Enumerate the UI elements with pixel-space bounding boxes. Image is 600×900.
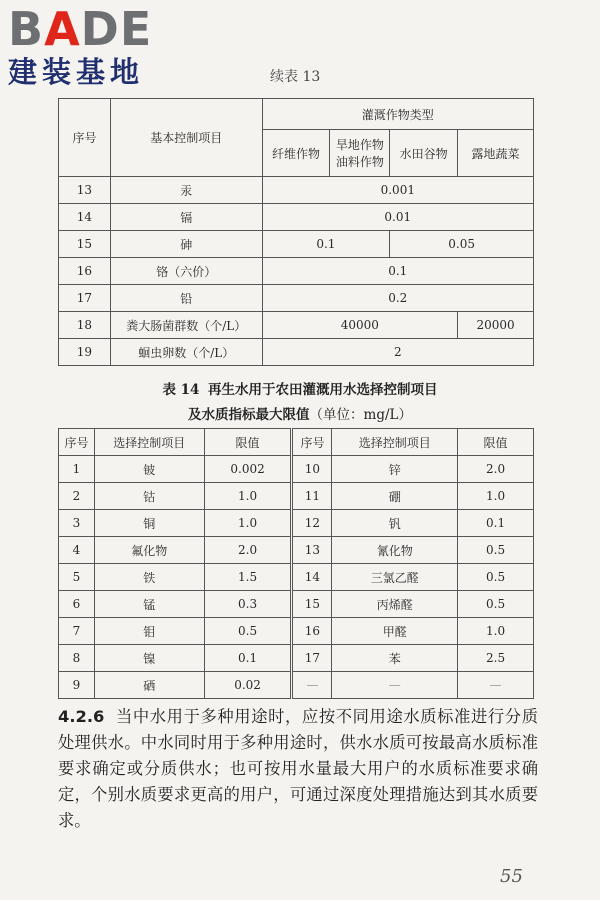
table-14 [58, 428, 534, 699]
cell-item: 苯 [332, 645, 458, 672]
table-row [59, 285, 534, 312]
cell-seq: 14 [59, 204, 111, 231]
cell-item: — [332, 672, 458, 699]
cell-seq: 11 [292, 483, 332, 510]
cell-seq: 17 [59, 285, 111, 312]
table-row [59, 231, 534, 258]
cell-value: 2 [262, 339, 533, 366]
cell-limit: 0.02 [204, 672, 292, 699]
cell-item: 钴 [94, 483, 204, 510]
cell-seq: 12 [292, 510, 332, 537]
header-dryland: 旱地作物 油料作物 [330, 130, 390, 177]
cell-item: 锌 [332, 456, 458, 483]
cell-limit: 2.5 [458, 645, 534, 672]
header-limit: 限值 [458, 429, 534, 456]
cell-item: 三氯乙醛 [332, 564, 458, 591]
cell-limit: 0.5 [458, 537, 534, 564]
cell-limit: 1.0 [458, 618, 534, 645]
table-row [59, 510, 534, 537]
cell-limit: 0.002 [204, 456, 292, 483]
header-item: 选择控制项目 [94, 429, 204, 456]
cell-seq: 1 [59, 456, 95, 483]
cell-item: 钼 [94, 618, 204, 645]
cell-seq: 10 [292, 456, 332, 483]
cell-seq: 3 [59, 510, 95, 537]
cell-seq: 19 [59, 339, 111, 366]
cell-seq: 4 [59, 537, 95, 564]
section-number: 4.2.6 [58, 707, 105, 726]
cell-seq: 7 [59, 618, 95, 645]
cell-seq: 15 [292, 591, 332, 618]
cell-limit: 0.3 [204, 591, 292, 618]
cell-seq: 16 [292, 618, 332, 645]
table-14-title [0, 378, 600, 398]
cell-item: 甲醛 [332, 618, 458, 645]
table-row [59, 339, 534, 366]
cell-limit: 0.5 [458, 591, 534, 618]
page-number: 55 [500, 866, 523, 887]
cell-seq: 8 [59, 645, 95, 672]
section-paragraph [58, 704, 538, 834]
cell-seq: 13 [292, 537, 332, 564]
header-vegetable: 露地蔬菜 [458, 130, 534, 177]
table-row [59, 204, 534, 231]
cell-seq: 9 [59, 672, 95, 699]
table-row [59, 312, 534, 339]
bade-logo [8, 4, 178, 90]
cell-value: 0.01 [262, 204, 533, 231]
logo-letters-de: DE [80, 2, 153, 56]
cell-item: 锰 [94, 591, 204, 618]
header-basic-item: 基本控制项目 [110, 99, 262, 177]
logo-letter-b: B [8, 2, 45, 56]
cell-item: 砷 [110, 231, 262, 258]
table-14-subtitle [0, 403, 600, 423]
cell-value: 0.1 [262, 231, 390, 258]
cell-value: 0.05 [390, 231, 534, 258]
cell-limit: 0.5 [204, 618, 292, 645]
cell-limit: 1.5 [204, 564, 292, 591]
table-row [59, 645, 534, 672]
table-14-unit: （单位：mg/L） [309, 407, 412, 423]
cell-limit: 1.0 [204, 483, 292, 510]
cell-limit: 1.0 [458, 483, 534, 510]
cell-value: 40000 [262, 312, 458, 339]
table-row [59, 177, 534, 204]
cell-item: 氟化物 [94, 537, 204, 564]
cell-item: 铜 [94, 510, 204, 537]
cell-item: 镍 [94, 645, 204, 672]
table-row [59, 672, 534, 699]
cell-item: 氰化物 [332, 537, 458, 564]
table-14-title-line1: 再生水用于农田灌溉用水选择控制项目 [208, 382, 438, 398]
table-14-number: 表 14 [162, 382, 200, 398]
cell-seq: — [292, 672, 332, 699]
header-seq: 序号 [292, 429, 332, 456]
logo-word [8, 4, 178, 54]
cell-item: 钒 [332, 510, 458, 537]
header-seq: 序号 [59, 429, 95, 456]
cell-item: 硒 [94, 672, 204, 699]
cell-item: 铍 [94, 456, 204, 483]
cell-seq: 13 [59, 177, 111, 204]
cell-limit: 2.0 [458, 456, 534, 483]
cell-limit: 1.0 [204, 510, 292, 537]
table-row [59, 591, 534, 618]
table-row [59, 456, 534, 483]
cell-item: 铬（六价） [110, 258, 262, 285]
header-item: 选择控制项目 [332, 429, 458, 456]
cell-limit: 0.5 [458, 564, 534, 591]
table-13 [58, 98, 534, 366]
table-row [59, 483, 534, 510]
cell-seq: 15 [59, 231, 111, 258]
cell-value: 0.1 [262, 258, 533, 285]
cell-seq: 18 [59, 312, 111, 339]
cell-seq: 2 [59, 483, 95, 510]
table-14-title-line2: 及水质指标最大限值 [188, 407, 310, 423]
cell-item: 蛔虫卵数（个/L） [110, 339, 262, 366]
cell-limit: 0.1 [458, 510, 534, 537]
cell-item: 硼 [332, 483, 458, 510]
logo-letter-a: A [44, 2, 81, 56]
cell-item: 铁 [94, 564, 204, 591]
header-seq: 序号 [59, 99, 111, 177]
cell-item: 丙烯醛 [332, 591, 458, 618]
cell-value: 0.001 [262, 177, 533, 204]
cell-value: 0.2 [262, 285, 533, 312]
cell-item: 汞 [110, 177, 262, 204]
cell-limit: — [458, 672, 534, 699]
cell-limit: 2.0 [204, 537, 292, 564]
cell-seq: 5 [59, 564, 95, 591]
header-fiber: 纤维作物 [262, 130, 330, 177]
header-limit: 限值 [204, 429, 292, 456]
cell-seq: 17 [292, 645, 332, 672]
cell-item: 铅 [110, 285, 262, 312]
table-row [59, 618, 534, 645]
header-crop-type: 灌溉作物类型 [262, 99, 533, 130]
cell-item: 粪大肠菌群数（个/L） [110, 312, 262, 339]
cell-value: 20000 [458, 312, 534, 339]
cell-seq: 16 [59, 258, 111, 285]
cell-seq: 6 [59, 591, 95, 618]
paragraph-text: 当中水用于多种用途时，应按不同用途水质标准进行分质处理供水。中水同时用于多种用途时，供水水质可按最高水质标准要求确定或分质供水；也可按用水量最大用户的水质标准要求确定，个别水质要求更高的用户，可通过深度处理措施达到其水质要求。 [58, 707, 538, 830]
cell-seq: 14 [292, 564, 332, 591]
table-row [59, 537, 534, 564]
logo-chinese: 建装基地 [8, 55, 145, 89]
header-paddy: 水田谷物 [390, 130, 458, 177]
cell-item: 镉 [110, 204, 262, 231]
continued-table-title: 续表 13 [270, 69, 321, 85]
cell-limit: 0.1 [204, 645, 292, 672]
table-row [59, 258, 534, 285]
table-row [59, 564, 534, 591]
